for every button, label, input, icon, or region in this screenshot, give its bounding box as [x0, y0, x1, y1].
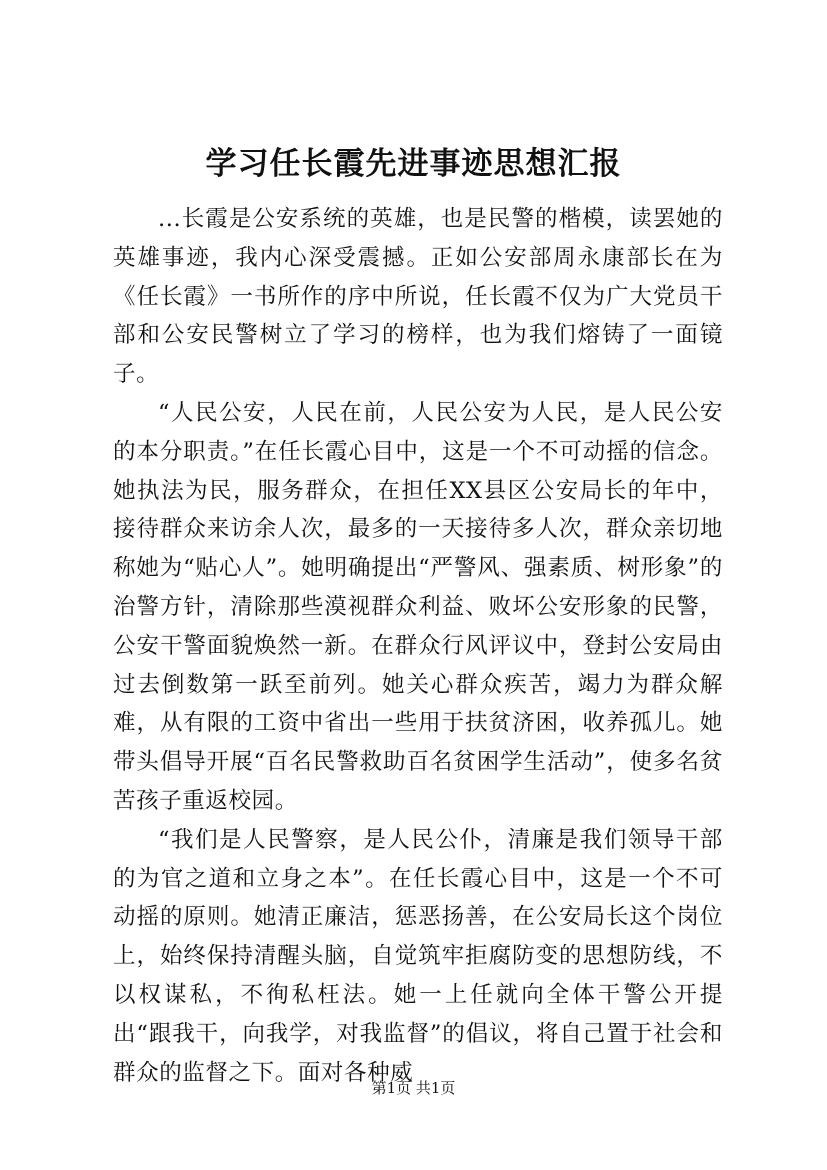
- paragraph: “人民公安，人民在前，人民公安为人民，是人民公安的本分职责。”在任长霞心目中，这是一个不可动摇的信念。她执法为民，服务群众，在担任XX县区公安局长的年中，接待群众来访余人次，最多的一天接待多人次，群众亲切地称她为“贴心人”。她明确提出“严警风、强素质、树形象”的治警方针，清除那些漠视群众利益、败坏公安形象的民警，公安干警面貌焕然一新。在群众行风评议中，登封公安局由过去倒数第一跃至前列。她关心群众疾苦，竭力为群众解难，从有限的工资中省出一些用于扶贫济困，收养孤儿。她带头倡导开展“百名民警救助百名贫困学生活动”，使多名贫苦孩子重返校园。: [113, 399, 723, 814]
- document-title: 学习任长霞先进事迹思想汇报: [205, 146, 622, 182]
- document-body: [113, 200, 723, 1092]
- paragraph: ...长霞是公安系统的英雄，也是民警的楷模，读罢她的英雄事迹，我内心深受震撼。正如公安部周永康部长在为《任长霞》一书所作的序中所说，任长霞不仅为广大党员干部和公安民警树立了学习的榜样，也为我们熔铸了一面镜子。: [113, 206, 723, 388]
- paragraph: “我们是人民警察，是人民公仆，清廉是我们领导干部的为官之道和立身之本”。在任长霞心目中，这是一个不可动摇的原则。她清正廉洁，惩恶扬善，在公安局长这个岗位上，始终保持清醒头脑，自觉筑牢拒腐防变的思想防线，不以权谋私，不徇私枉法。她一上任就向全体干警公开提出“跟我干，向我学，对我监督”的倡议，将自己置于社会和群众的监督之下。面对各种威: [113, 826, 723, 1086]
- page-footer: 第1页 共1页: [371, 1079, 456, 1097]
